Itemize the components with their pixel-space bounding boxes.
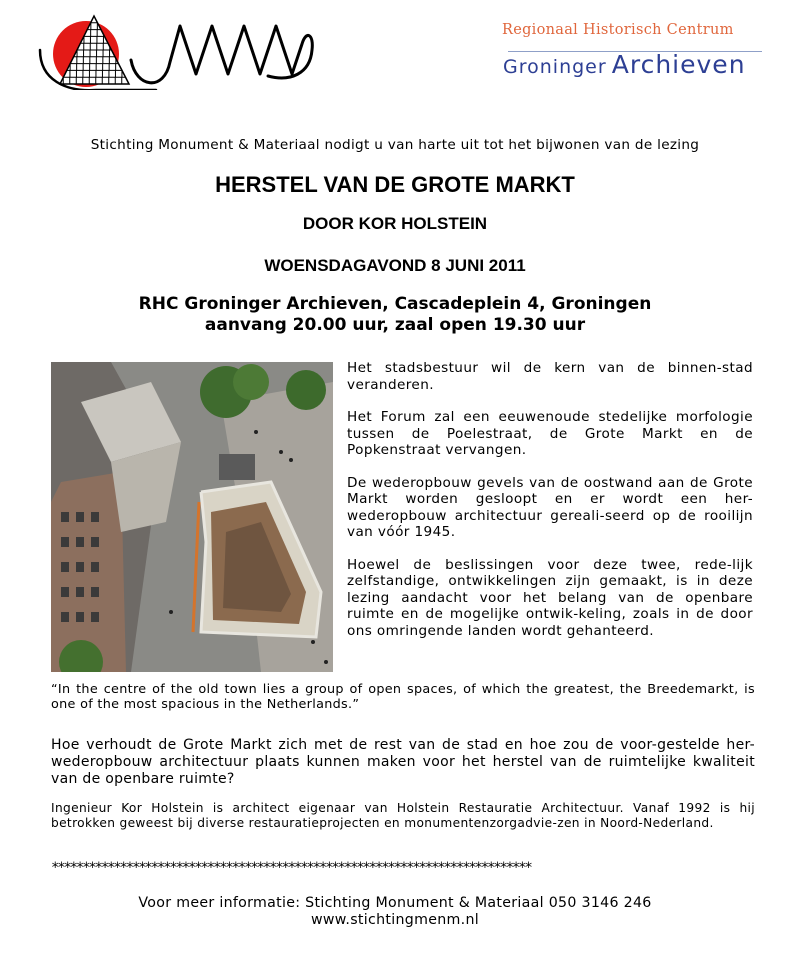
rhc-logo-line2 <box>503 50 746 79</box>
footer-info <box>0 895 790 929</box>
quote-text: “In the centre of the old town lies a group of open spaces, of which the greatest, the Breedemarkt, is one of the most spacious in the Netherlands.” <box>51 682 755 712</box>
speaker-bio: Ingenieur Kor Holstein is architect eigenaar van Holstein Restauratie Architectuur. Vanaf 1992 is hij betrokken geweest bij diverse restauratieprojecten en monumentenzorgadvie-zen in Noord-Nederland. <box>51 801 755 830</box>
lecture-speaker: DOOR KOR HOLSTEIN <box>302 214 488 233</box>
lecture-date: WOENSDAGAVOND 8 JUNI 2011 <box>264 256 526 275</box>
venue-address: RHC Groninger Archieven, Cascadeplein 4, Groningen <box>138 294 652 314</box>
question-text: Hoe verhoudt de Grote Markt zich met de rest van de stad en hoe zou de voor-gestelde her-wederopbouw architectuur plaats kunnen maken voor het herstel van de ruimtelijke kwaliteit van de openbare ruimte? <box>51 737 755 787</box>
rhc-logo-word-archieven: Archieven <box>611 50 746 79</box>
monument-materiaal-logo <box>36 10 316 90</box>
footer-contact: Voor meer informatie: Stichting Monument & Materiaal 050 3146 246 <box>138 895 652 911</box>
invitation-line: Stichting Monument & Materiaal nodigt u van harte uit tot het bijwonen van de lezing <box>90 137 700 153</box>
body-paragraph: De wederopbouw gevels van de oostwand aan de Grote Markt worden gesloopt en er wordt een her-wederopbouw architectuur gereali-seerd op de rooilijn van vóór 1945. <box>347 474 753 540</box>
body-paragraph: Het Forum zal een eeuwenoude stedelijke morfologie tussen de Poelestraat, de Grote Markt en de Popkenstraat vervangen. <box>347 409 753 458</box>
footer-website-link[interactable]: www.stichtingmenm.nl <box>310 912 479 928</box>
body-paragraph: Hoewel de beslissingen voor deze twee, rede-lijk zelfstandige, ontwikkelingen zijn gemaakt, is in deze lezing aandacht voor het belang van de openbare ruimte en de mogelijke ontwik-keling, zoals in de door ons omringende landen wordt gehanteerd. <box>347 556 753 639</box>
lecture-title: HERSTEL VAN DE GROTE MARKT <box>215 172 575 197</box>
aerial-photo-grote-markt <box>51 362 333 672</box>
lecture-venue <box>0 294 790 336</box>
asterisk-separator: ***************************************************************************** <box>51 860 531 876</box>
rhc-logo-line1: Regionaal Historisch Centrum <box>502 22 734 38</box>
venue-times: aanvang 20.00 uur, zaal open 19.30 uur <box>204 315 586 335</box>
rhc-logo-word-groninger: Groninger <box>503 56 607 78</box>
body-paragraph: Het stadsbestuur wil de kern van de binnen-stad veranderen. <box>347 360 753 393</box>
body-column <box>347 360 753 655</box>
